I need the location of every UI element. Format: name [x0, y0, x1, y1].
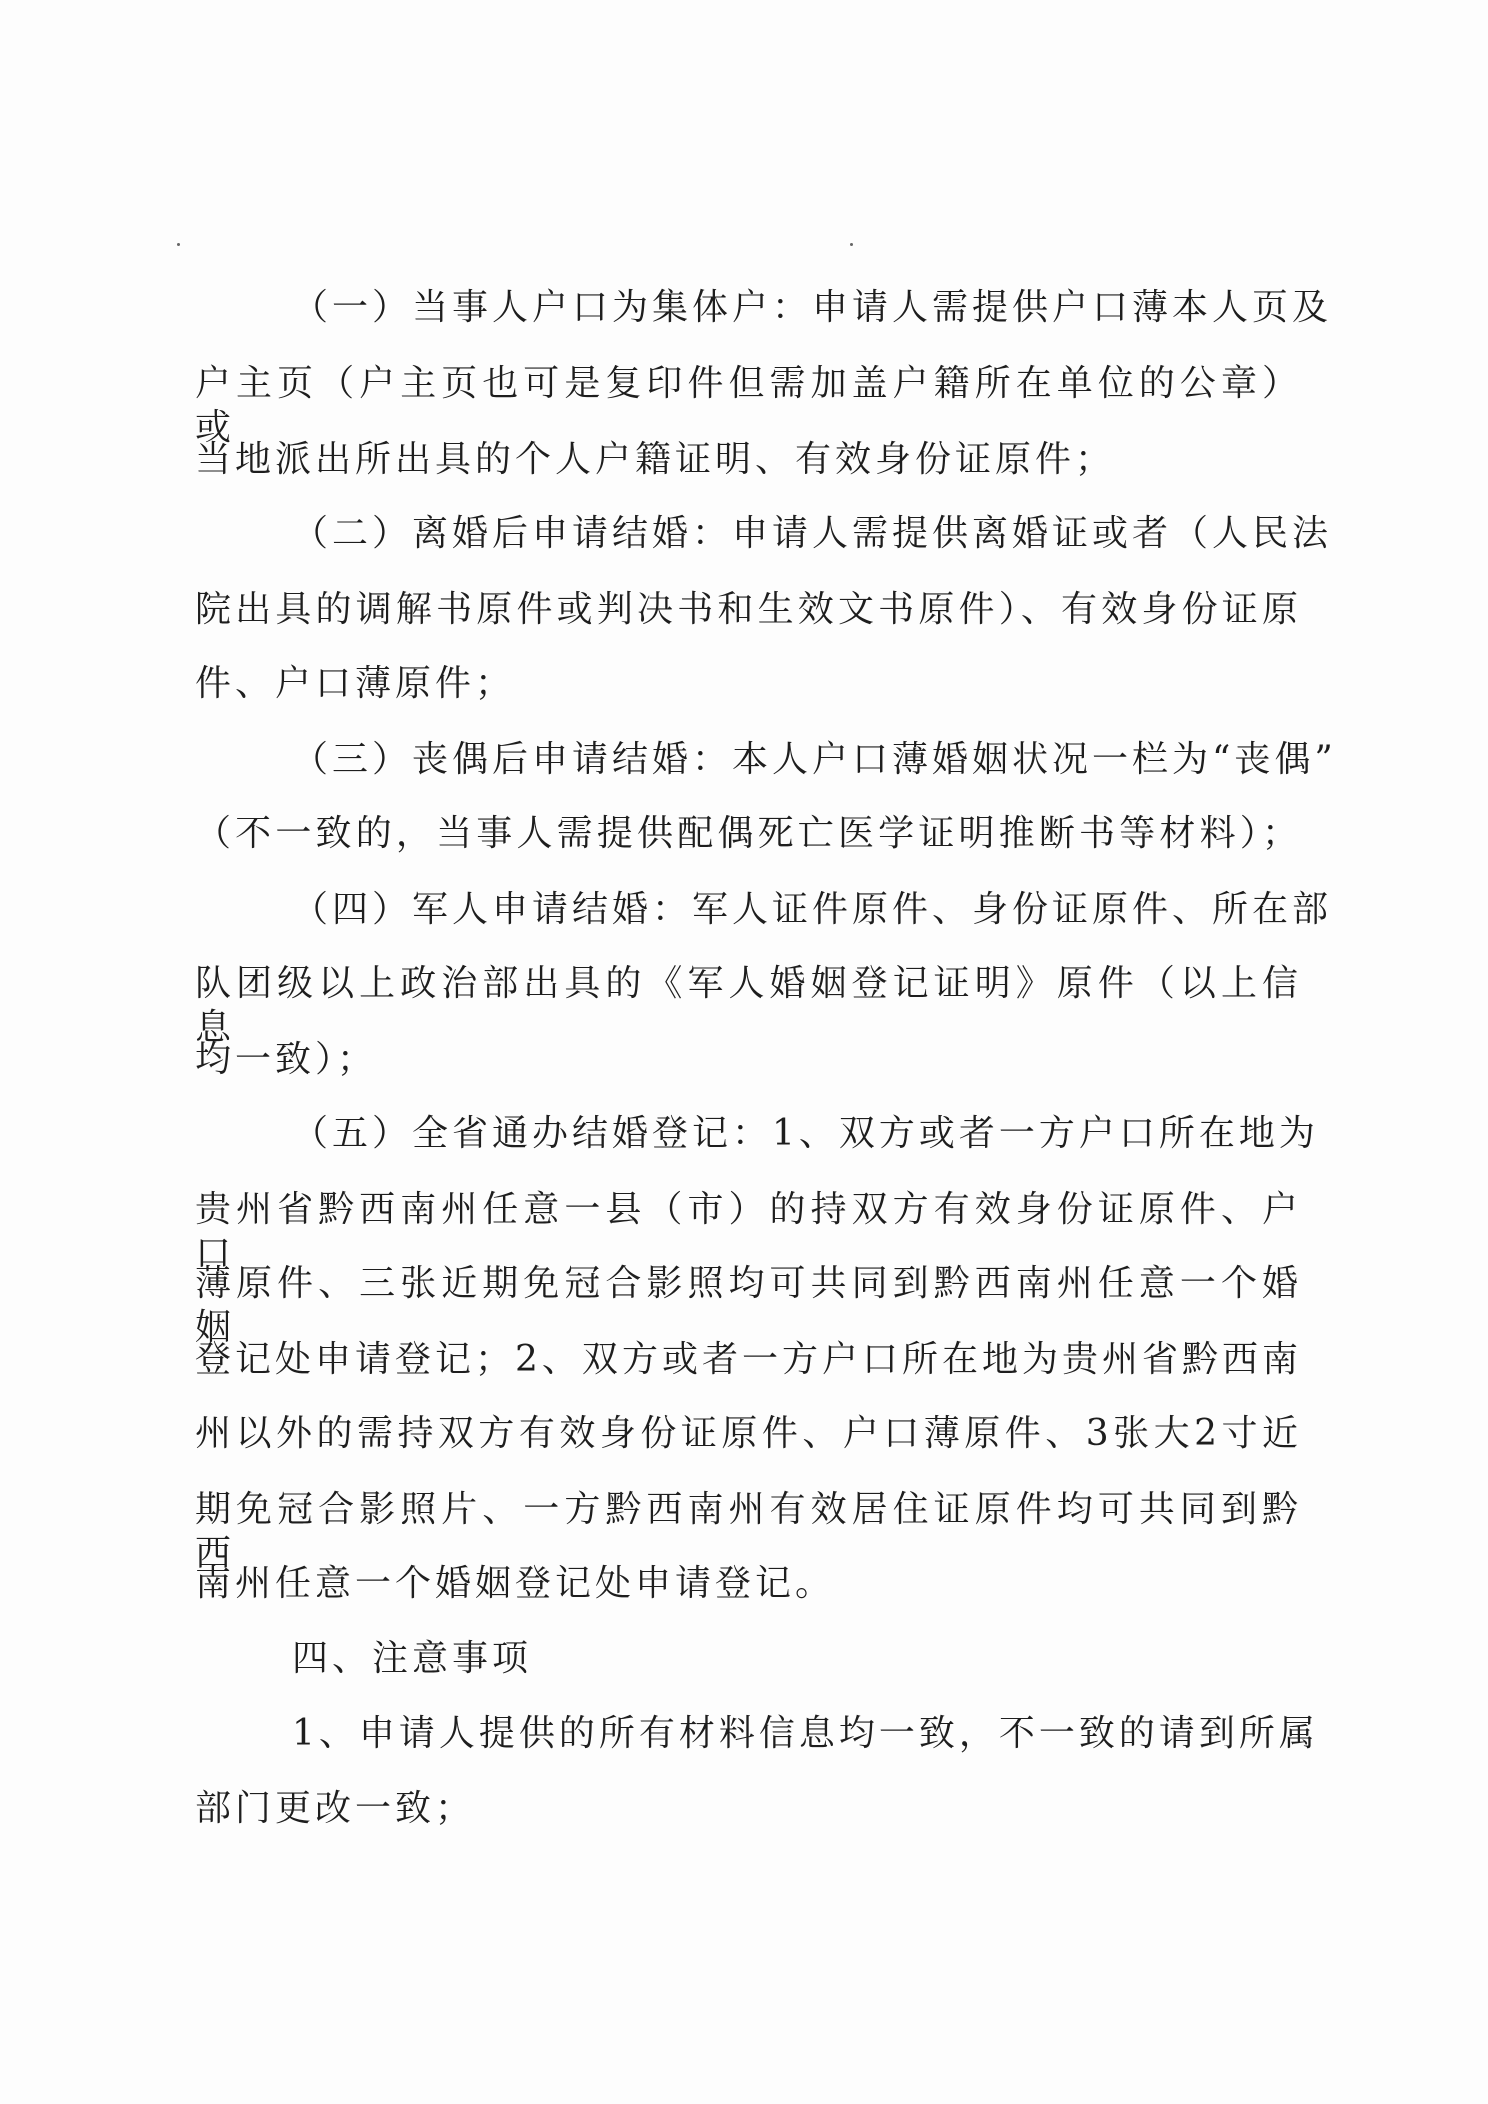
text-line: 贵州省黔西南州任意一县（市）的持双方有效身份证原件、户口 — [195, 1189, 1302, 1274]
text-line: 薄原件、三张近期免冠合影照均可共同到黔西南州任意一个婚姻 — [195, 1263, 1302, 1348]
text-line: 期免冠合影照片、一方黔西南州有效居住证原件均可共同到黔西 — [195, 1489, 1302, 1574]
scan-speck — [850, 243, 853, 246]
text-line: 户主页（户主页也可是复印件但需加盖户籍所在单位的公章）或 — [195, 363, 1302, 448]
text-line: （三）丧偶后申请结婚：本人户口薄婚姻状况一栏为“丧偶” — [292, 739, 1337, 780]
section-heading-notes: 四、注意事项 — [292, 1638, 533, 1679]
text-line: 件、户口薄原件； — [195, 663, 516, 704]
text-line: 均一致）； — [195, 1039, 378, 1080]
text-line: 登记处申请登记；2、双方或者一方户口所在地为贵州省黔西南 — [195, 1339, 1302, 1380]
text-line: （五）全省通办结婚登记：1、双方或者一方户口所在地为 — [292, 1113, 1319, 1154]
text-line: 队团级以上政治部出具的《军人婚姻登记证明》原件（以上信息 — [195, 963, 1302, 1048]
text-line: 院出具的调解书原件或判决书和生效文书原件）、有效身份证原 — [195, 589, 1302, 630]
text-line: 部门更改一致； — [195, 1788, 476, 1829]
text-line: （不一致的，当事人需提供配偶死亡医学证明推断书等材料）； — [195, 813, 1302, 854]
scan-speck — [177, 243, 180, 246]
text-line: 南州任意一个婚姻登记处申请登记。 — [195, 1563, 836, 1604]
text-line: （四）军人申请结婚：军人证件原件、身份证原件、所在部 — [292, 889, 1333, 930]
text-line: 1、申请人提供的所有材料信息均一致，不一致的请到所属 — [292, 1713, 1319, 1754]
text-line: （二）离婚后申请结婚：申请人需提供离婚证或者（人民法 — [292, 513, 1333, 554]
text-line: 州以外的需持双方有效身份证原件、户口薄原件、3张大2寸近 — [195, 1413, 1302, 1454]
text-line: （一）当事人户口为集体户：申请人需提供户口薄本人页及 — [292, 287, 1333, 328]
text-line: 当地派出所出具的个人户籍证明、有效身份证原件； — [195, 439, 1116, 480]
